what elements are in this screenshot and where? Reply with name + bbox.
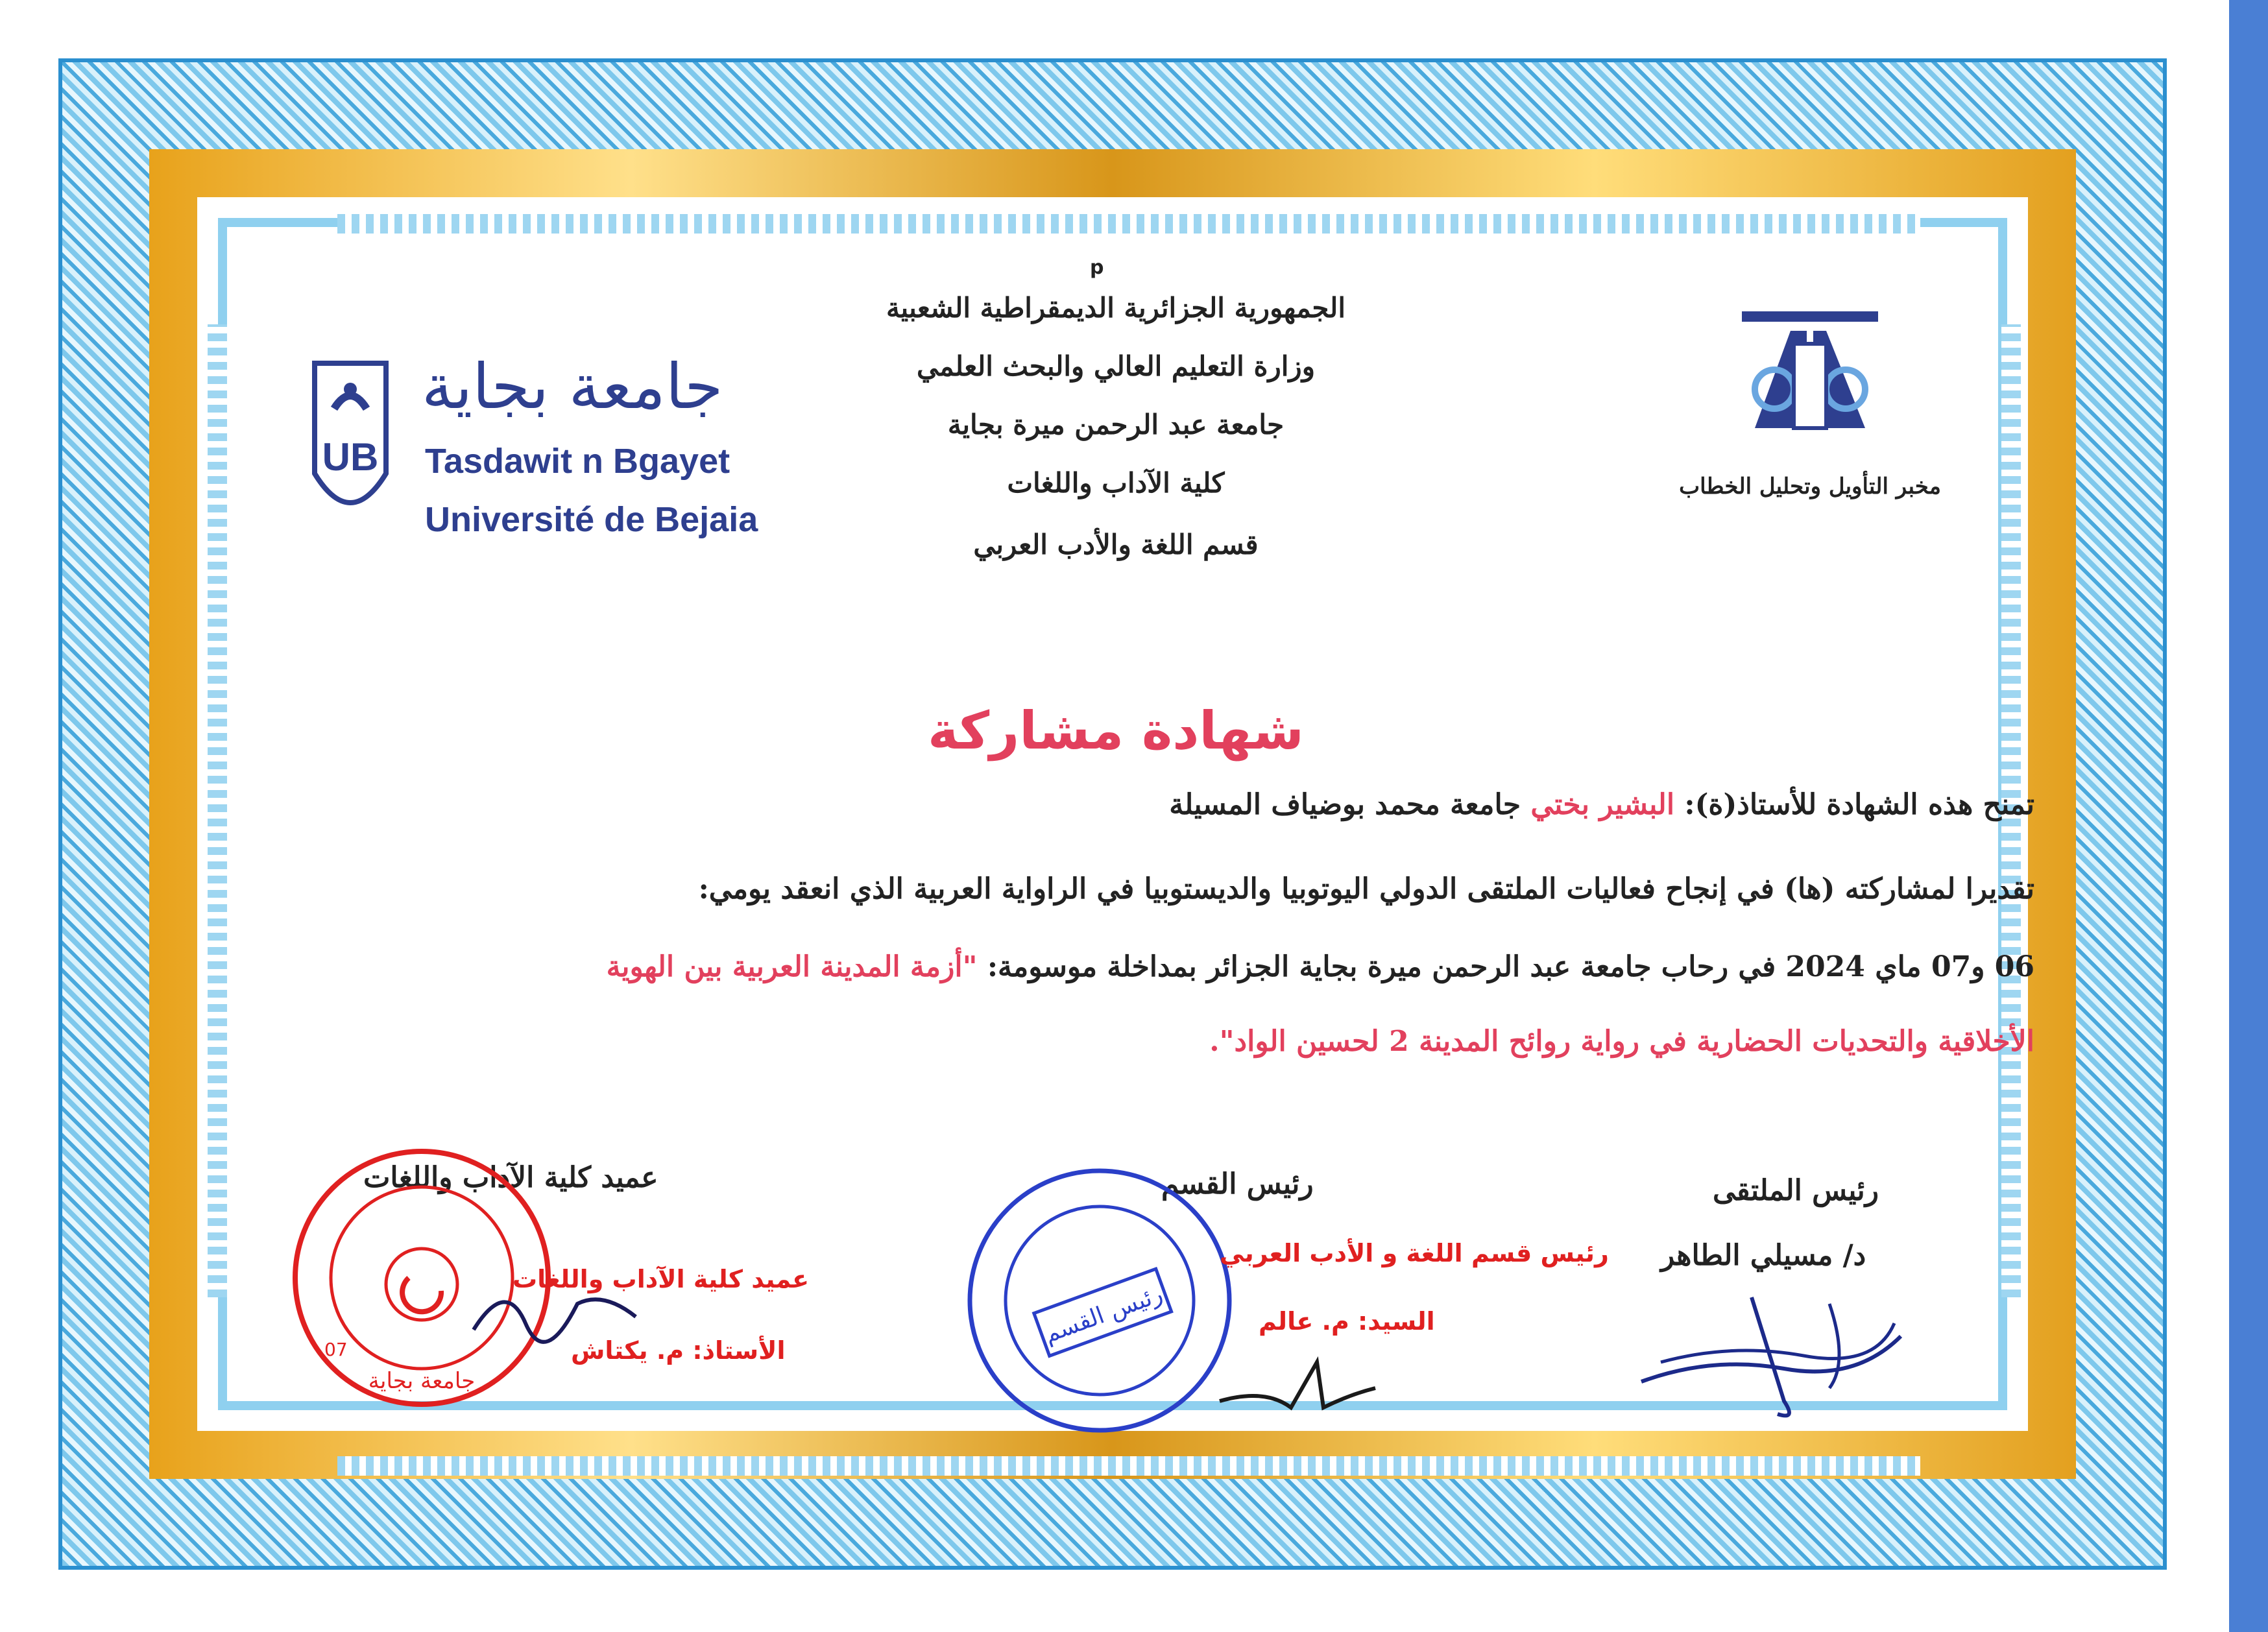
certificate-title: شهادة مشاركة xyxy=(928,701,1304,761)
chair-title: رئيس الملتقى xyxy=(1713,1174,1879,1207)
head-stamp-title: رئيس قسم اللغة و الأدب العربي xyxy=(1220,1239,1609,1267)
department-seal-text: رئيس القسم xyxy=(1041,1280,1166,1349)
header-republic: الجمهورية الجزائرية الديمقراطية الشعبية xyxy=(886,292,1345,324)
head-signature xyxy=(1213,1349,1382,1421)
header-ministry: وزارة التعليم العالي والبحث العلمي xyxy=(917,350,1315,382)
scan-edge xyxy=(2229,0,2268,1632)
recipient-affiliation: جامعة محمد بوضياف المسيلة xyxy=(1169,788,1531,821)
inner-lace-left xyxy=(208,324,227,1297)
header-mark: p xyxy=(1090,256,1104,279)
header-university: جامعة عبد الرحمن ميرة بجاية xyxy=(947,409,1285,440)
university-emblem-icon xyxy=(295,350,405,545)
inner-lace-top xyxy=(337,214,1920,234)
chair-name: د/ مسيلي الطاهر xyxy=(1661,1239,1866,1272)
head-title: رئيس القسم xyxy=(1161,1168,1314,1201)
event-date-text: 06 و07 ماي 2024 في رحاب جامعة عبد الرحمن ميرة بجاية الجزائر بمداخلة موسومة: xyxy=(977,950,2034,983)
head-stamp-name: السيد: م. عالم xyxy=(1259,1307,1435,1336)
body-line-1 xyxy=(1169,788,2034,821)
body-line-2: تقديرا لمشاركته (ها) في إنجاح فعاليات الملتقى الدولي اليوتوبيا والديستوبيا في الراواية العربية الذي انعقد يومي: xyxy=(698,872,2034,906)
university-name-arabic: جامعة بجاية xyxy=(422,350,723,423)
body-line-3 xyxy=(607,950,2034,983)
lab-logo-icon xyxy=(1729,305,1891,448)
dean-seal-number: 07 xyxy=(324,1339,348,1360)
dean-signature xyxy=(467,1265,662,1356)
dean-stamp-title: عميد كلية الآداب واللغات xyxy=(513,1265,810,1293)
university-name-kabyle: Tasdawit n Bgayet xyxy=(425,442,730,481)
header-department: قسم اللغة والأدب العربي xyxy=(973,529,1259,560)
paper-title-part-2: الأخلاقية والتحديات الحضارية في رواية روائح المدينة 2 لحسين الواد". xyxy=(1209,1025,2034,1058)
inner-lace-bottom xyxy=(337,1456,1920,1476)
lab-name: مخبر التأويل وتحليل الخطاب xyxy=(1679,474,1941,499)
recipient-name: البشير بختي xyxy=(1530,788,1675,821)
recipient-prefix: تمنح هذه الشهادة للأستاذ(ة): xyxy=(1674,788,2034,821)
dean-seal-text: جامعة بجاية xyxy=(368,1368,476,1394)
dean-title: عميد كلية الآداب واللغات xyxy=(363,1161,658,1194)
paper-title-part-1: "أزمة المدينة العربية بين الهوية xyxy=(606,950,978,983)
department-seal xyxy=(960,1161,1239,1440)
emblem-letters: UB xyxy=(322,435,379,479)
chair-signature xyxy=(1635,1284,1907,1427)
dean-stamp-name: الأستاذ: م. يكتاش xyxy=(571,1336,786,1365)
university-name-french: Université de Bejaia xyxy=(425,500,758,539)
header-faculty: كلية الآداب واللغات xyxy=(1007,467,1225,499)
